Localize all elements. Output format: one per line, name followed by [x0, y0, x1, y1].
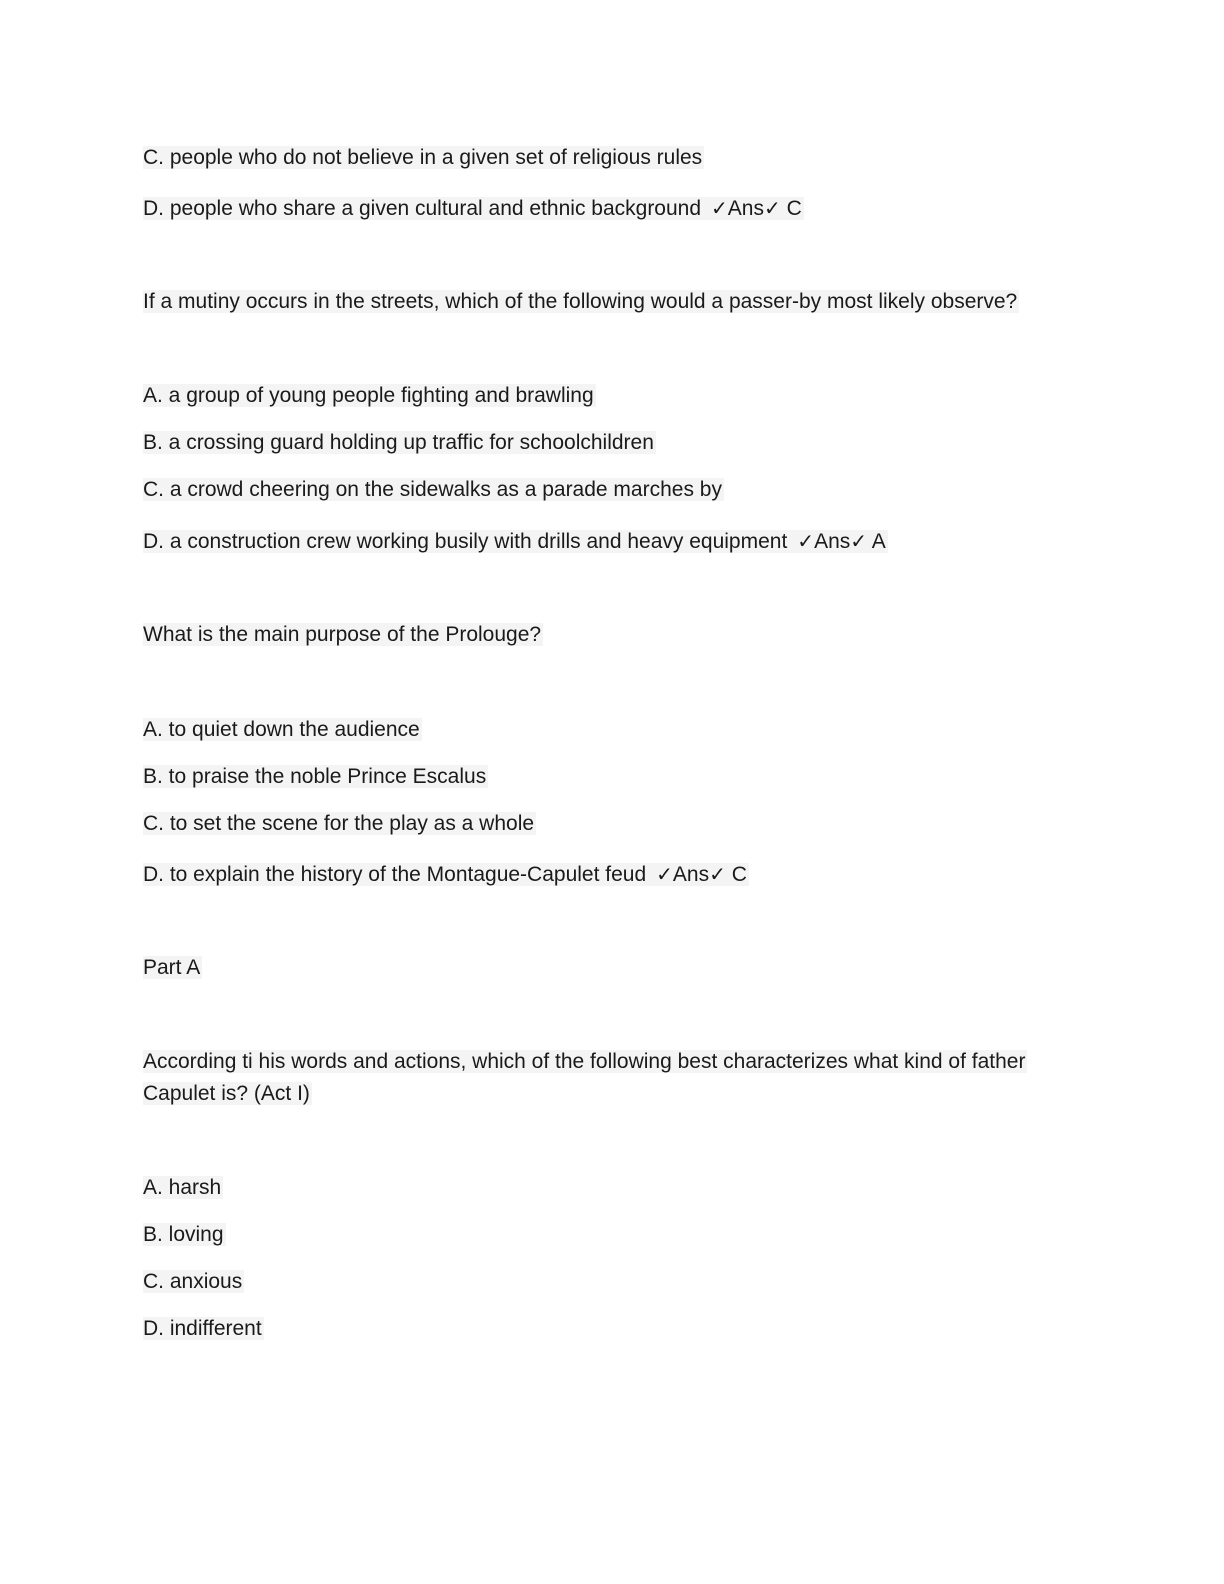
check-icon: ✓	[709, 862, 726, 886]
q4-option-c-text: C. anxious	[143, 1270, 243, 1293]
q4-question-line2	[143, 1078, 312, 1110]
q4-question-line2-text: Capulet is? (Act I)	[143, 1082, 310, 1105]
q2-option-d	[143, 525, 888, 558]
q2-answer-label: Ans	[814, 530, 851, 553]
q3-answer-label: Ans	[672, 863, 710, 886]
q4-option-b	[143, 1219, 226, 1251]
q3-answer	[656, 863, 747, 886]
check-icon: ✓	[850, 529, 868, 553]
q1-option-d-text: D. people who share a given cultural and ethnic background	[143, 197, 702, 220]
q2-option-b	[143, 427, 656, 459]
q2-option-c-text: C. a crowd cheering on the sidewalks as a parade marches by	[143, 478, 722, 501]
q4-option-c	[143, 1266, 244, 1298]
q2-option-d-text: D. a construction crew working busily with drills and heavy equipment	[143, 530, 788, 553]
q1-option-c-text: C. people who do not believe in a given set of religious rules	[143, 146, 703, 169]
q3-option-c-text: C. to set the scene for the play as a whole	[143, 812, 535, 835]
q3-option-c	[143, 808, 536, 840]
q1-option-d	[143, 192, 804, 225]
check-icon: ✓	[656, 862, 673, 886]
q4-question-line1	[143, 1046, 1027, 1078]
q3-option-d	[143, 858, 749, 891]
q4-option-a	[143, 1172, 223, 1204]
q3-question	[143, 619, 543, 651]
q3-option-a-text: A. to quiet down the audience	[143, 718, 420, 741]
q3-option-d-text: D. to explain the history of the Montague-Capulet feud	[143, 863, 647, 886]
part-heading	[143, 952, 202, 984]
q2-answer-value: A	[871, 530, 886, 553]
q4-question-line1-text: According ti his words and actions, which of the following best characterizes what kind of father	[143, 1050, 1026, 1073]
q3-option-b	[143, 761, 488, 793]
q1-answer-value: C	[786, 197, 802, 220]
check-icon: ✓	[797, 529, 815, 553]
q4-option-d-text: D. indifferent	[143, 1317, 262, 1340]
q3-answer-value: C	[731, 863, 747, 886]
check-icon: ✓	[711, 196, 728, 220]
q2-option-a-text: A. a group of young people fighting and brawling	[143, 384, 594, 407]
q4-option-b-text: B. loving	[143, 1223, 224, 1246]
q2-question-text: If a mutiny occurs in the streets, which of the following would a passer-by most likely observe?	[143, 290, 1018, 313]
q2-question	[143, 286, 1019, 318]
q3-option-a	[143, 714, 422, 746]
q1-answer-label: Ans	[727, 197, 764, 220]
q2-option-a	[143, 380, 596, 412]
q2-option-c	[143, 474, 724, 506]
q3-option-b-text: B. to praise the noble Prince Escalus	[143, 765, 487, 788]
q2-option-b-text: B. a crossing guard holding up traffic for schoolchildren	[143, 431, 654, 454]
check-icon: ✓	[763, 196, 781, 220]
q4-option-d	[143, 1313, 264, 1345]
part-heading-text: Part A	[143, 956, 201, 979]
q3-question-text: What is the main purpose of the Prolouge?	[143, 623, 542, 646]
q2-answer	[797, 530, 885, 553]
q1-answer	[711, 197, 802, 220]
q4-option-a-text: A. harsh	[143, 1176, 222, 1199]
q1-option-c	[143, 142, 704, 174]
